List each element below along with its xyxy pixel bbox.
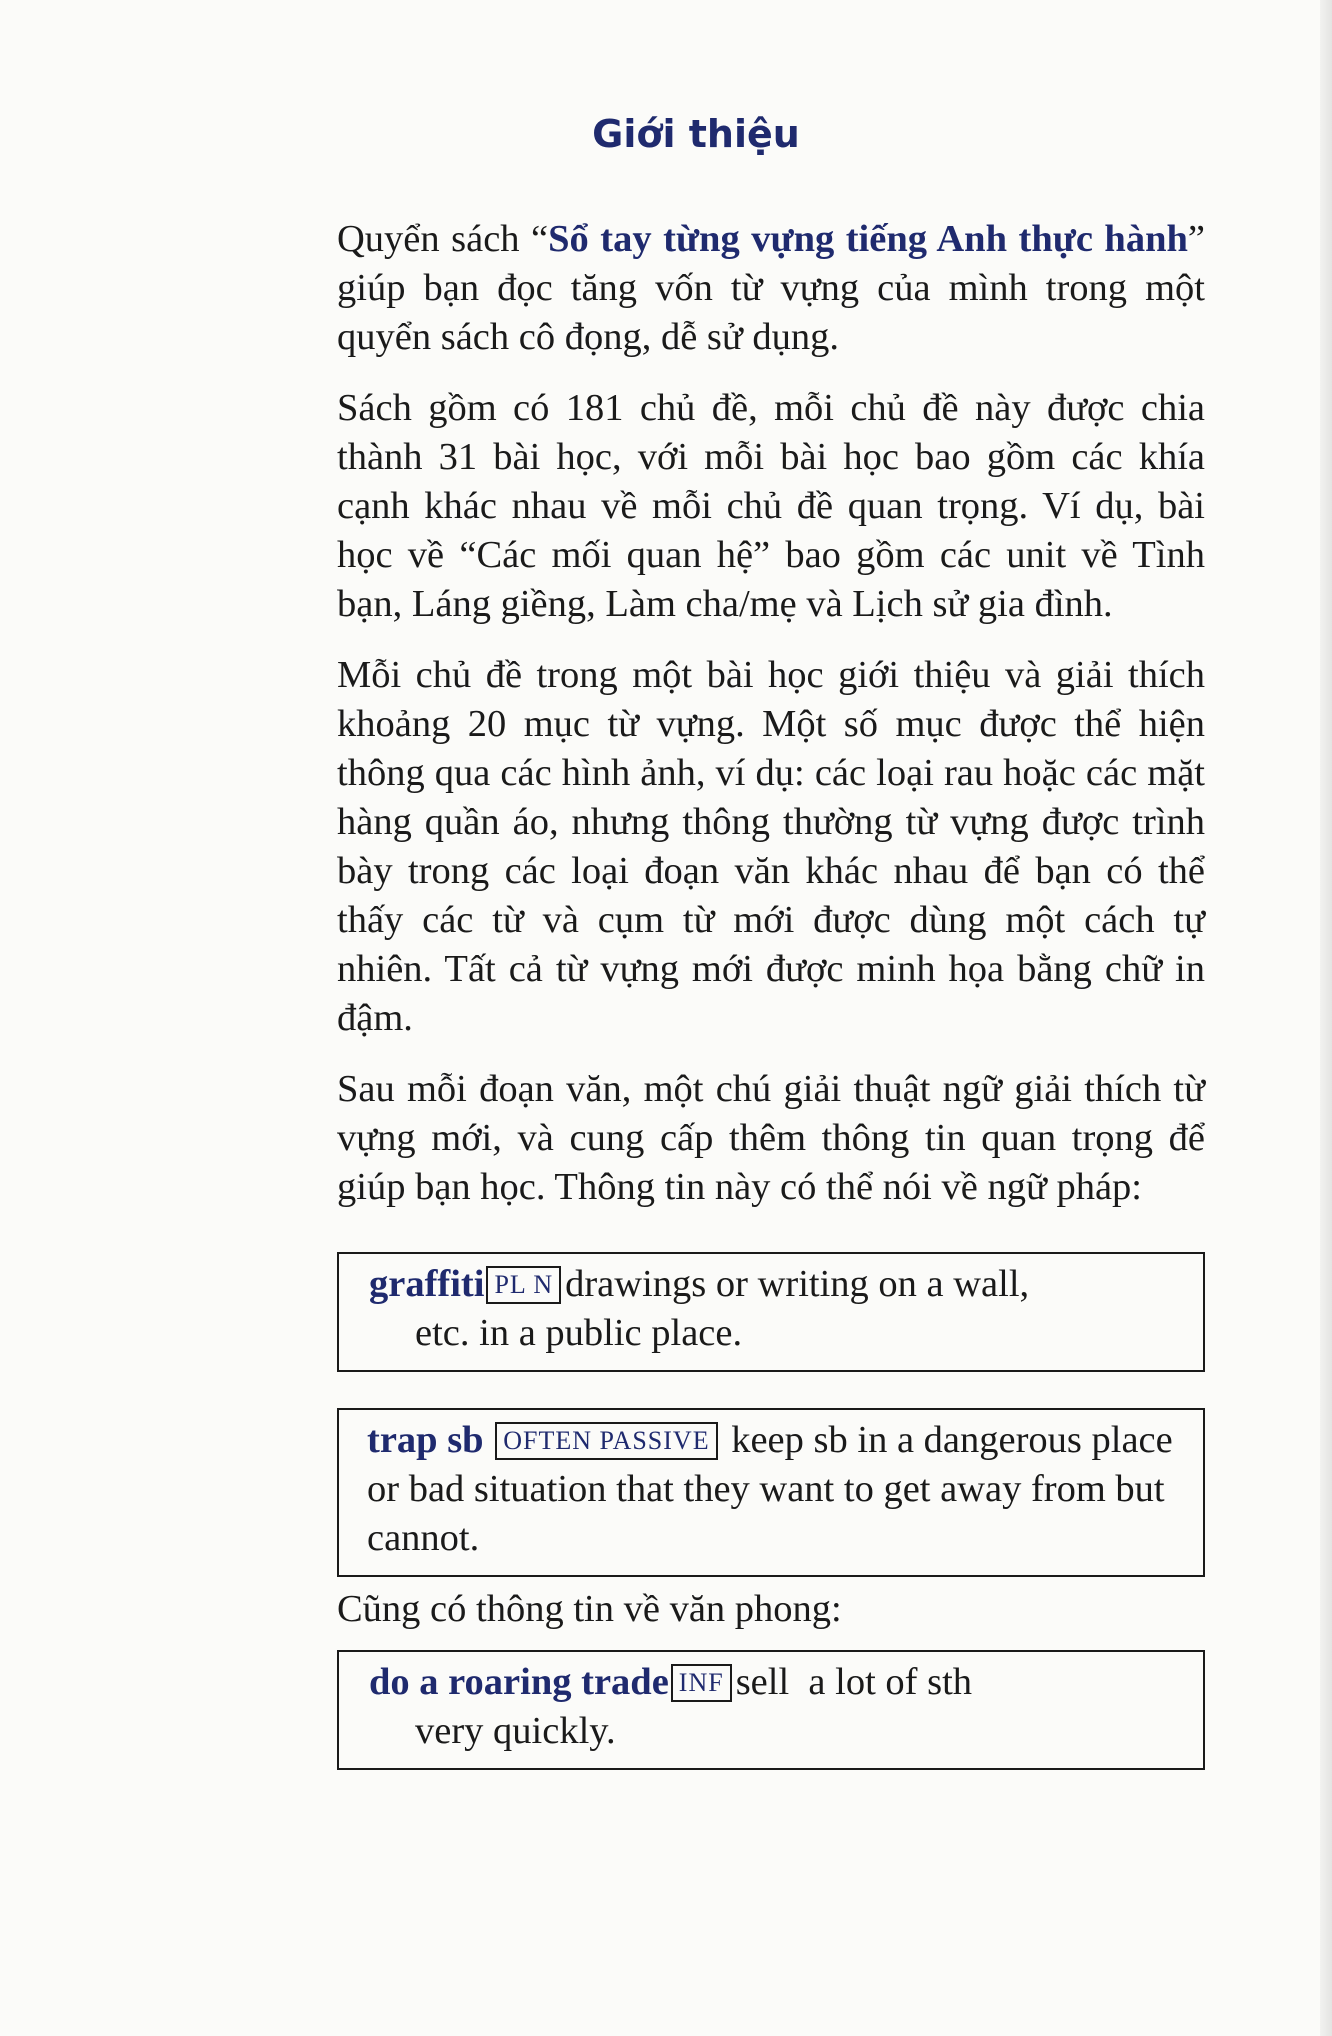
glossary-entry-roaring-trade bbox=[337, 1650, 1205, 1770]
entry-definition: sell a lot of sth bbox=[735, 1661, 973, 1703]
style-note: Cũng có thông tin về văn phong: bbox=[337, 1588, 842, 1630]
p1-tail: ” giúp bạn đọc tăng vốn từ vựng của mình trong một quyển sách cô đọng, dễ sử dụng. bbox=[337, 218, 1205, 358]
entry-headword: do a roaring trade bbox=[369, 1661, 669, 1703]
paragraph-2: Sách gồm có 181 chủ đề, mỗi chủ đề này được chia thành 31 bài học, với mỗi bài học bao gồm các khía cạnh khác nhau về mỗi chủ đề quan trọng. Ví dụ, bài học về “Các mối quan hệ” bao gồm các unit về Tình bạn, Láng giềng, Làm cha/mẹ và Lịch sử gia đình. bbox=[337, 387, 1205, 625]
entry-definition-continued: etc. in a public place. bbox=[415, 1312, 743, 1354]
paragraph-4: Sau mỗi đoạn văn, một chú giải thuật ngữ giải thích từ vựng mới, và cung cấp thêm thông tin quan trọng để giúp bạn học. Thông tin này có thể nói về ngữ pháp: bbox=[337, 1068, 1205, 1208]
entry-definition: drawings or writing on a wall, bbox=[565, 1263, 1030, 1305]
style-tag: INF bbox=[671, 1664, 732, 1702]
entry-definition-continued: very quickly. bbox=[415, 1710, 616, 1752]
grammar-tag: OFTEN PASSIVE bbox=[495, 1422, 717, 1460]
glossary-entry-graffiti bbox=[337, 1252, 1205, 1372]
entry-headword: trap sb bbox=[367, 1419, 484, 1461]
entry-line bbox=[369, 1658, 1183, 1707]
page-title: Giới thiệu bbox=[592, 112, 800, 156]
entry-line bbox=[369, 1260, 1183, 1309]
p1-lead: Quyển sách “ bbox=[337, 218, 549, 260]
entry-definition: keep sb in a dangerous place or bad situation that they want to get away from but cannot. bbox=[367, 1419, 1173, 1559]
intro-body bbox=[337, 215, 1205, 1770]
glossary-entry-trap-sb bbox=[337, 1408, 1205, 1577]
entry-headword: graffiti bbox=[369, 1263, 485, 1305]
book-title-highlight: Sổ tay từng vựng tiếng Anh thực hành bbox=[548, 218, 1188, 260]
page-edge bbox=[1320, 0, 1332, 2036]
grammar-tag: PL N bbox=[486, 1266, 561, 1304]
paragraph-3: Mỗi chủ đề trong một bài học giới thiệu và giải thích khoảng 20 mục từ vựng. Một số mục được thể hiện thông qua các hình ảnh, ví dụ: các loại rau hoặc các mặt hàng quần áo, nhưng thông thường từ vựng được trình bày trong các loại đoạn văn khác nhau để bạn có thể thấy các từ và cụm từ mới được dùng một cách tự nhiên. Tất cả từ vựng mới được minh họa bằng chữ in đậm. bbox=[337, 654, 1205, 1039]
paragraph-1 bbox=[337, 215, 1205, 362]
